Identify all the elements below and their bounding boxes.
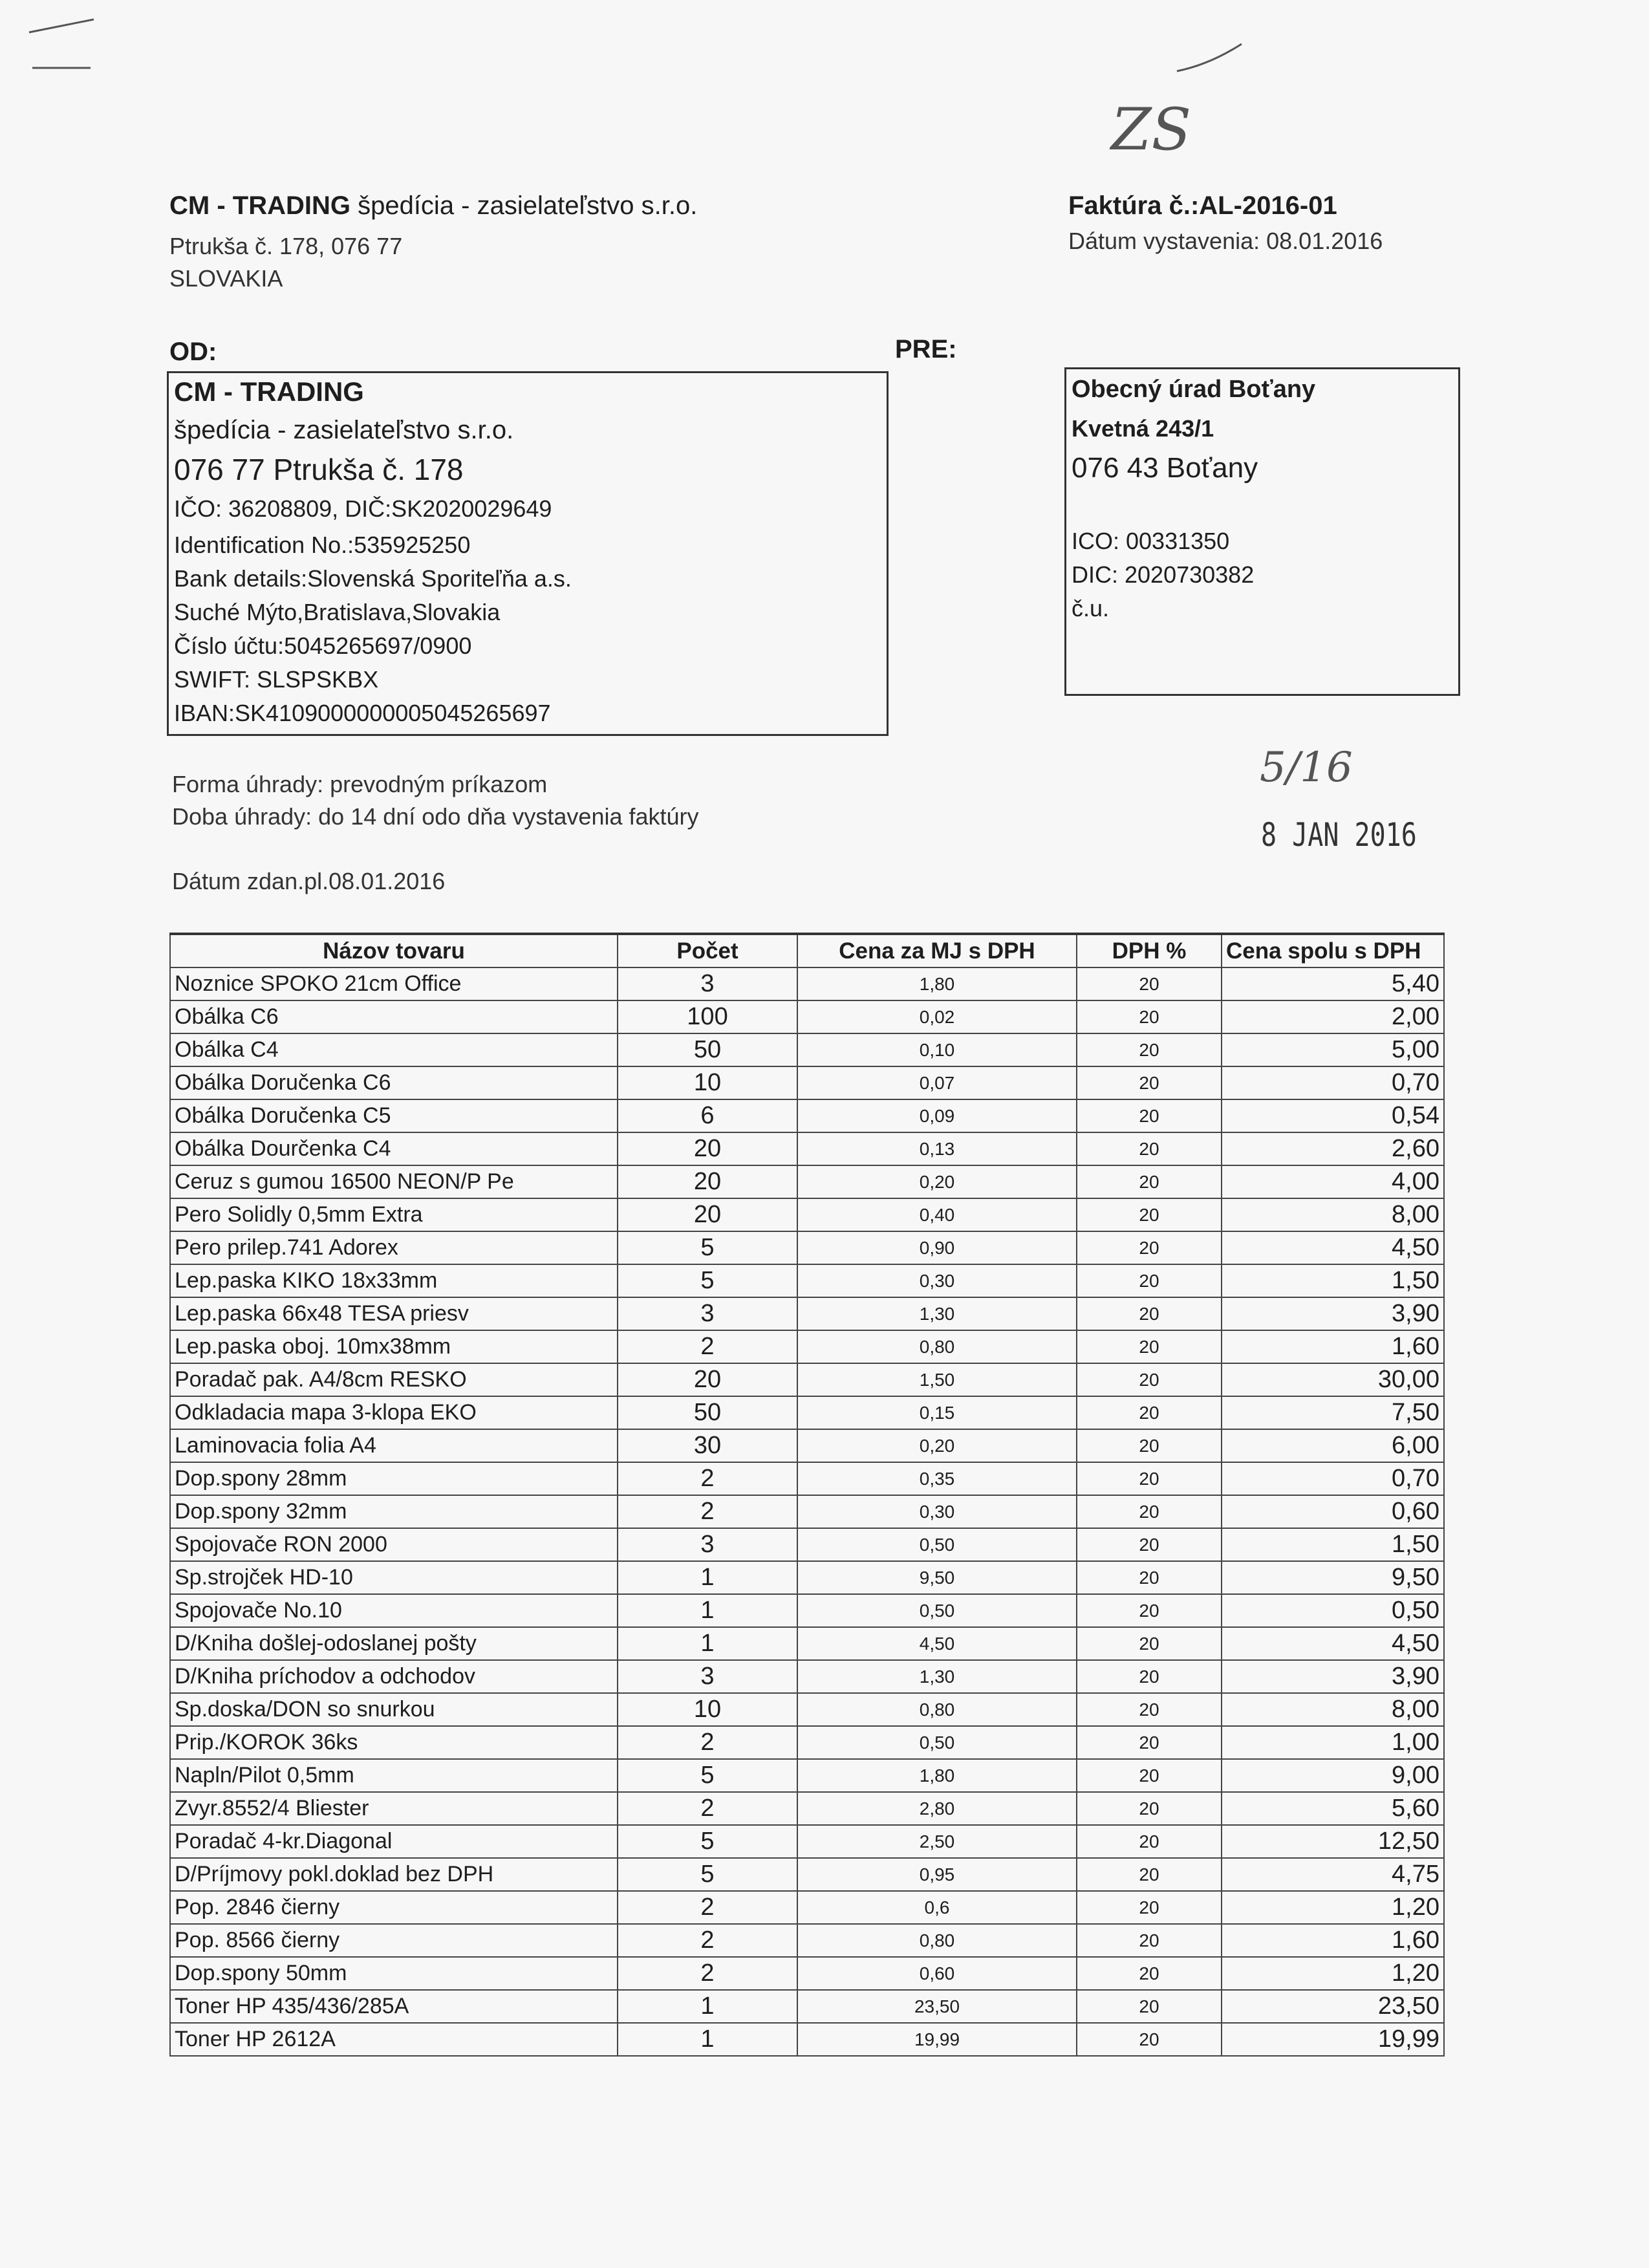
item-unit-price: 0,20 <box>797 1429 1077 1462</box>
item-name: D/Kniha príchodov a odchodov <box>170 1660 618 1693</box>
item-unit-price: 0,80 <box>797 1693 1077 1726</box>
tax-date: Dátum zdan.pl.08.01.2016 <box>172 868 446 894</box>
item-qty: 3 <box>618 1528 797 1561</box>
item-unit-price: 9,50 <box>797 1561 1077 1594</box>
item-qty: 2 <box>618 1891 797 1924</box>
item-name: Odkladacia mapa 3-klopa EKO <box>170 1396 618 1429</box>
item-vat: 20 <box>1077 1231 1222 1264</box>
item-vat: 20 <box>1077 1066 1222 1099</box>
table-header-row <box>170 934 1444 967</box>
item-name: Toner HP 435/436/285A <box>170 1990 618 2023</box>
item-vat: 20 <box>1077 1462 1222 1495</box>
item-name: Noznice SPOKO 21cm Office <box>170 967 618 1000</box>
table-row <box>170 1528 1444 1561</box>
item-total: 0,70 <box>1222 1066 1444 1099</box>
item-total: 5,60 <box>1222 1792 1444 1825</box>
table-row <box>170 1627 1444 1660</box>
item-name: Dop.spony 50mm <box>170 1957 618 1990</box>
table-row <box>170 1825 1444 1858</box>
item-total: 8,00 <box>1222 1693 1444 1726</box>
item-unit-price: 19,99 <box>797 2023 1077 2056</box>
table-row <box>170 1726 1444 1759</box>
invoice-number: Faktúra č.:AL-2016-01 <box>1068 191 1337 220</box>
items-table <box>169 933 1445 2057</box>
item-total: 2,60 <box>1222 1132 1444 1165</box>
item-vat: 20 <box>1077 2023 1222 2056</box>
item-qty: 2 <box>618 1924 797 1957</box>
sender-address: 076 77 Ptrukša č. 178 <box>174 453 464 486</box>
table-row <box>170 2023 1444 2056</box>
item-unit-price: 0,50 <box>797 1594 1077 1627</box>
item-qty: 30 <box>618 1429 797 1462</box>
item-name: Sp.doska/DON so snurkou <box>170 1693 618 1726</box>
item-vat: 20 <box>1077 1396 1222 1429</box>
item-total: 30,00 <box>1222 1363 1444 1396</box>
item-total: 4,50 <box>1222 1231 1444 1264</box>
item-qty: 3 <box>618 967 797 1000</box>
item-qty: 3 <box>618 1660 797 1693</box>
item-unit-price: 1,50 <box>797 1363 1077 1396</box>
item-total: 0,60 <box>1222 1495 1444 1528</box>
item-name: Pero prilep.741 Adorex <box>170 1231 618 1264</box>
item-name: Spojovače No.10 <box>170 1594 618 1627</box>
col-header-qty: Počet <box>618 934 797 967</box>
item-name: Sp.strojček HD-10 <box>170 1561 618 1594</box>
sender-box <box>167 371 889 736</box>
item-unit-price: 0,02 <box>797 1000 1077 1033</box>
table-row <box>170 1330 1444 1363</box>
table-row <box>170 1495 1444 1528</box>
received-stamp-date: 8 JAN 2016 <box>1261 816 1417 854</box>
item-name: Poradač 4-kr.Diagonal <box>170 1825 618 1858</box>
item-name: Napln/Pilot 0,5mm <box>170 1759 618 1792</box>
item-unit-price: 0,80 <box>797 1330 1077 1363</box>
item-total: 2,00 <box>1222 1000 1444 1033</box>
item-name: Toner HP 2612A <box>170 2023 618 2056</box>
item-total: 4,75 <box>1222 1858 1444 1891</box>
item-vat: 20 <box>1077 1033 1222 1066</box>
item-qty: 5 <box>618 1825 797 1858</box>
buyer-cu: č.u. <box>1072 595 1110 621</box>
table-row <box>170 1561 1444 1594</box>
item-vat: 20 <box>1077 1891 1222 1924</box>
header-company <box>169 191 697 221</box>
item-name: Poradač pak. A4/8cm RESKO <box>170 1363 618 1396</box>
sender-bank: Bank details:Slovenská Sporiteľňa a.s. <box>174 565 572 592</box>
item-qty: 20 <box>618 1363 797 1396</box>
sender-identification: Identification No.:535925250 <box>174 532 471 558</box>
col-header-name: Názov tovaru <box>170 934 618 967</box>
buyer-street: Kvetná 243/1 <box>1072 415 1214 442</box>
header-address: Ptrukša č. 178, 076 77 <box>169 233 403 259</box>
item-qty: 50 <box>618 1033 797 1066</box>
item-total: 1,20 <box>1222 1957 1444 1990</box>
item-vat: 20 <box>1077 1924 1222 1957</box>
item-unit-price: 0,13 <box>797 1132 1077 1165</box>
table-row <box>170 1660 1444 1693</box>
item-unit-price: 1,80 <box>797 1759 1077 1792</box>
item-unit-price: 0,50 <box>797 1726 1077 1759</box>
invoice-issue-date: Dátum vystavenia: 08.01.2016 <box>1068 228 1383 254</box>
buyer-name: Obecný úrad Boťany <box>1072 376 1316 403</box>
item-unit-price: 1,30 <box>797 1660 1077 1693</box>
table-row <box>170 967 1444 1000</box>
item-vat: 20 <box>1077 1561 1222 1594</box>
item-name: Obálka Doručenka C6 <box>170 1066 618 1099</box>
item-total: 0,54 <box>1222 1099 1444 1132</box>
table-row <box>170 1000 1444 1033</box>
item-unit-price: 0,15 <box>797 1396 1077 1429</box>
item-unit-price: 0,6 <box>797 1891 1077 1924</box>
buyer-ico: ICO: 00331350 <box>1072 528 1230 554</box>
sender-swift: SWIFT: SLSPSKBX <box>174 666 379 693</box>
item-qty: 2 <box>618 1792 797 1825</box>
item-unit-price: 1,80 <box>797 967 1077 1000</box>
item-total: 23,50 <box>1222 1990 1444 2023</box>
item-qty: 1 <box>618 2023 797 2056</box>
item-unit-price: 0,10 <box>797 1033 1077 1066</box>
item-vat: 20 <box>1077 1759 1222 1792</box>
item-unit-price: 0,90 <box>797 1231 1077 1264</box>
item-name: Obálka Doručenka C5 <box>170 1099 618 1132</box>
item-qty: 100 <box>618 1000 797 1033</box>
item-total: 4,00 <box>1222 1165 1444 1198</box>
item-vat: 20 <box>1077 1594 1222 1627</box>
header-company-name: CM - TRADING <box>169 191 350 220</box>
item-total: 8,00 <box>1222 1198 1444 1231</box>
header-country: SLOVAKIA <box>169 265 283 292</box>
item-qty: 20 <box>618 1132 797 1165</box>
item-name: Dop.spony 32mm <box>170 1495 618 1528</box>
item-total: 12,50 <box>1222 1825 1444 1858</box>
item-total: 0,50 <box>1222 1594 1444 1627</box>
buyer-dic: DIC: 2020730382 <box>1072 561 1255 588</box>
col-header-vat: DPH % <box>1077 934 1222 967</box>
item-unit-price: 0,09 <box>797 1099 1077 1132</box>
item-name: Laminovacia folia A4 <box>170 1429 618 1462</box>
table-row <box>170 1264 1444 1297</box>
item-name: Obálka C4 <box>170 1033 618 1066</box>
table-row <box>170 1099 1444 1132</box>
sender-type: špedícia - zasielateľstvo s.r.o. <box>174 416 514 444</box>
item-unit-price: 23,50 <box>797 1990 1077 2023</box>
table-row <box>170 1792 1444 1825</box>
payment-method: Forma úhrady: prevodným príkazom <box>172 771 548 797</box>
item-qty: 5 <box>618 1759 797 1792</box>
item-name: D/Príjmovy pokl.doklad bez DPH <box>170 1858 618 1891</box>
corner-scribble <box>26 6 97 78</box>
item-vat: 20 <box>1077 1198 1222 1231</box>
table-row <box>170 1396 1444 1429</box>
item-name: Pop. 2846 čierny <box>170 1891 618 1924</box>
item-name: Obálka C6 <box>170 1000 618 1033</box>
item-qty: 50 <box>618 1396 797 1429</box>
handwritten-ref: 5/16 <box>1260 744 1353 792</box>
item-qty: 2 <box>618 1957 797 1990</box>
sender-account: Číslo účtu:5045265697/0900 <box>174 632 472 659</box>
item-vat: 20 <box>1077 1528 1222 1561</box>
item-name: Pero Solidly 0,5mm Extra <box>170 1198 618 1231</box>
table-row <box>170 1033 1444 1066</box>
item-name: Pop. 8566 čierny <box>170 1924 618 1957</box>
to-label: PRE: <box>895 335 957 363</box>
table-row <box>170 1363 1444 1396</box>
item-unit-price: 0,35 <box>797 1462 1077 1495</box>
item-total: 3,90 <box>1222 1660 1444 1693</box>
payment-term: Doba úhrady: do 14 dní odo dňa vystavenia faktúry <box>172 803 699 830</box>
table-row <box>170 1957 1444 1990</box>
table-row <box>170 1198 1444 1231</box>
item-unit-price: 2,50 <box>797 1825 1077 1858</box>
item-total: 6,00 <box>1222 1429 1444 1462</box>
sender-bank-address: Suché Mýto,Bratislava,Slovakia <box>174 599 501 625</box>
item-qty: 10 <box>618 1066 797 1099</box>
item-vat: 20 <box>1077 1858 1222 1891</box>
item-vat: 20 <box>1077 1660 1222 1693</box>
item-name: Ceruz s gumou 16500 NEON/P Pe <box>170 1165 618 1198</box>
table-row <box>170 1990 1444 2023</box>
item-qty: 1 <box>618 1627 797 1660</box>
item-vat: 20 <box>1077 1957 1222 1990</box>
item-name: Lep.paska 66x48 TESA priesv <box>170 1297 618 1330</box>
item-vat: 20 <box>1077 1792 1222 1825</box>
col-header-total: Cena spolu s DPH <box>1222 934 1444 967</box>
table-row <box>170 1066 1444 1099</box>
item-name: Prip./KOROK 36ks <box>170 1726 618 1759</box>
item-qty: 5 <box>618 1264 797 1297</box>
sender-iban: IBAN:SK4109000000005045265697 <box>174 700 551 726</box>
item-qty: 10 <box>618 1693 797 1726</box>
item-vat: 20 <box>1077 1264 1222 1297</box>
item-total: 5,40 <box>1222 967 1444 1000</box>
table-row <box>170 1924 1444 1957</box>
item-unit-price: 0,20 <box>797 1165 1077 1198</box>
table-row <box>170 1132 1444 1165</box>
item-name: Zvyr.8552/4 Bliester <box>170 1792 618 1825</box>
item-qty: 2 <box>618 1462 797 1495</box>
item-vat: 20 <box>1077 1297 1222 1330</box>
item-vat: 20 <box>1077 1627 1222 1660</box>
item-total: 1,60 <box>1222 1924 1444 1957</box>
item-total: 1,50 <box>1222 1264 1444 1297</box>
item-unit-price: 0,40 <box>797 1198 1077 1231</box>
item-unit-price: 0,60 <box>797 1957 1077 1990</box>
item-unit-price: 1,30 <box>797 1297 1077 1330</box>
buyer-city: 076 43 Boťany <box>1072 452 1258 484</box>
item-unit-price: 0,30 <box>797 1264 1077 1297</box>
item-total: 19,99 <box>1222 2023 1444 2056</box>
item-vat: 20 <box>1077 1429 1222 1462</box>
item-unit-price: 0,80 <box>797 1924 1077 1957</box>
header-company-type: špedícia - zasielateľstvo s.r.o. <box>350 191 698 220</box>
item-name: Spojovače RON 2000 <box>170 1528 618 1561</box>
item-vat: 20 <box>1077 1825 1222 1858</box>
item-total: 9,50 <box>1222 1561 1444 1594</box>
handwritten-initials: ZS <box>1111 96 1192 164</box>
item-vat: 20 <box>1077 1693 1222 1726</box>
table-row <box>170 1858 1444 1891</box>
item-unit-price: 0,30 <box>797 1495 1077 1528</box>
item-unit-price: 0,50 <box>797 1528 1077 1561</box>
item-vat: 20 <box>1077 1330 1222 1363</box>
table-row <box>170 1429 1444 1462</box>
item-qty: 5 <box>618 1858 797 1891</box>
table-row <box>170 1231 1444 1264</box>
item-qty: 1 <box>618 1990 797 2023</box>
item-total: 3,90 <box>1222 1297 1444 1330</box>
item-vat: 20 <box>1077 1726 1222 1759</box>
item-vat: 20 <box>1077 1165 1222 1198</box>
table-row <box>170 1297 1444 1330</box>
item-qty: 2 <box>618 1330 797 1363</box>
item-total: 5,00 <box>1222 1033 1444 1066</box>
table-row <box>170 1891 1444 1924</box>
item-qty: 3 <box>618 1297 797 1330</box>
sender-name: CM - TRADING <box>174 376 364 407</box>
item-vat: 20 <box>1077 967 1222 1000</box>
col-header-unit-price: Cena za MJ s DPH <box>797 934 1077 967</box>
item-qty: 20 <box>618 1198 797 1231</box>
item-name: Lep.paska KIKO 18x33mm <box>170 1264 618 1297</box>
item-total: 0,70 <box>1222 1462 1444 1495</box>
item-total: 4,50 <box>1222 1627 1444 1660</box>
handwritten-stroke <box>1170 39 1248 81</box>
item-name: Dop.spony 28mm <box>170 1462 618 1495</box>
item-total: 1,00 <box>1222 1726 1444 1759</box>
item-total: 1,60 <box>1222 1330 1444 1363</box>
item-vat: 20 <box>1077 1363 1222 1396</box>
item-qty: 1 <box>618 1561 797 1594</box>
item-unit-price: 2,80 <box>797 1792 1077 1825</box>
table-row <box>170 1693 1444 1726</box>
item-total: 9,00 <box>1222 1759 1444 1792</box>
item-name: Lep.paska oboj. 10mx38mm <box>170 1330 618 1363</box>
item-qty: 2 <box>618 1726 797 1759</box>
table-row <box>170 1594 1444 1627</box>
item-total: 1,50 <box>1222 1528 1444 1561</box>
item-vat: 20 <box>1077 1132 1222 1165</box>
from-label: OD: <box>169 338 217 366</box>
table-row <box>170 1462 1444 1495</box>
item-qty: 6 <box>618 1099 797 1132</box>
item-total: 1,20 <box>1222 1891 1444 1924</box>
item-vat: 20 <box>1077 1495 1222 1528</box>
item-vat: 20 <box>1077 1990 1222 2023</box>
item-vat: 20 <box>1077 1099 1222 1132</box>
table-row <box>170 1759 1444 1792</box>
items-body <box>170 967 1444 2056</box>
item-unit-price: 0,95 <box>797 1858 1077 1891</box>
item-qty: 5 <box>618 1231 797 1264</box>
item-unit-price: 4,50 <box>797 1627 1077 1660</box>
item-qty: 20 <box>618 1165 797 1198</box>
buyer-box <box>1064 367 1460 696</box>
item-qty: 1 <box>618 1594 797 1627</box>
item-unit-price: 0,07 <box>797 1066 1077 1099</box>
item-vat: 20 <box>1077 1000 1222 1033</box>
item-name: Obálka Dourčenka C4 <box>170 1132 618 1165</box>
sender-ids: IČO: 36208809, DIČ:SK2020029649 <box>174 495 552 522</box>
table-row <box>170 1165 1444 1198</box>
item-total: 7,50 <box>1222 1396 1444 1429</box>
item-qty: 2 <box>618 1495 797 1528</box>
item-name: D/Kniha došlej-odoslanej pošty <box>170 1627 618 1660</box>
